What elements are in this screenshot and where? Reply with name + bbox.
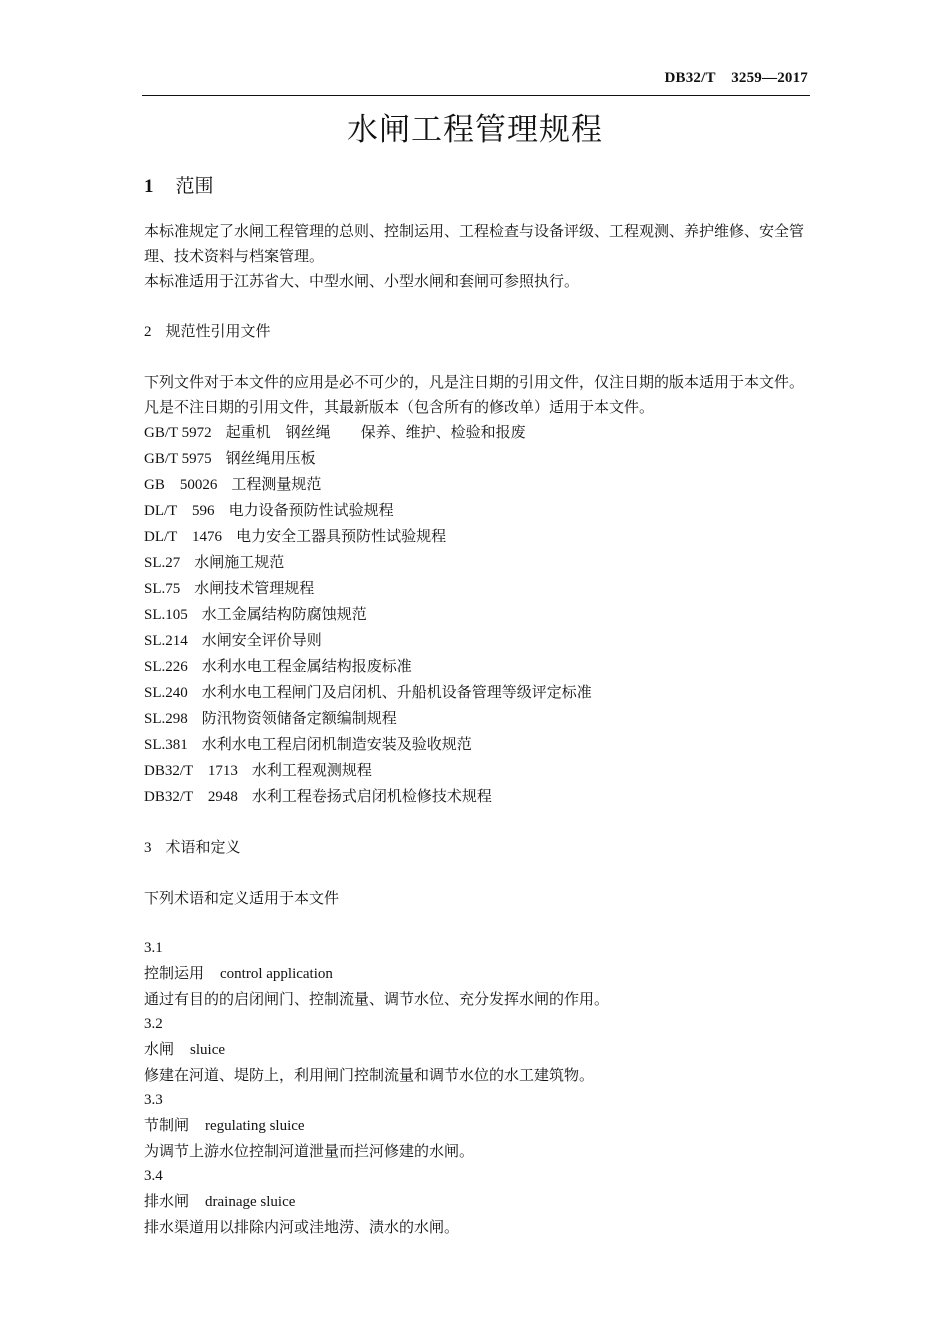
term-name (144, 961, 814, 987)
reference-code: DL/T 596 (144, 503, 215, 519)
term-definition: 修建在河道、堤防上，利用闸门控制流量和调节水位的水工建筑物。 (144, 1066, 595, 1084)
reference-title: 水闸技术管理规程 (194, 579, 315, 597)
reference-title: 水工金属结构防腐蚀规范 (201, 605, 367, 623)
reference-code: SL.298 (144, 711, 188, 727)
reference-item (144, 498, 814, 524)
term-number: 3.2 (144, 1016, 163, 1032)
term-english: control application (220, 966, 333, 982)
reference-item (144, 758, 814, 784)
reference-title: 水利工程卷扬式启闭机检修技术规程 (251, 787, 492, 805)
reference-code: SL.214 (144, 633, 188, 649)
section-number: 1 (144, 176, 154, 197)
term-english: sluice (190, 1042, 226, 1058)
reference-title: 防汛物资领储备定额编制规程 (201, 709, 397, 727)
reference-title: 水利水电工程闸门及启闭机、升船机设备管理等级评定标准 (201, 683, 592, 701)
term-chinese: 水闸 (144, 1040, 175, 1058)
term-english: regulating sluice (205, 1118, 305, 1134)
section-number: 2 (144, 324, 152, 340)
reference-item (144, 472, 814, 498)
term-list (144, 936, 814, 1240)
reference-title: 水闸安全评价导则 (201, 631, 322, 649)
reference-code: SL.226 (144, 659, 188, 675)
reference-code: GB 50026 (144, 477, 218, 493)
reference-title: 水利工程观测规程 (251, 761, 372, 779)
reference-title: 水利水电工程启闭机制造安装及验收规范 (201, 735, 472, 753)
term-chinese: 控制运用 (144, 964, 205, 982)
term-chinese: 节制闸 (144, 1116, 190, 1134)
term-definition: 为调节上游水位控制河道泄量而拦河修建的水闸。 (144, 1142, 475, 1160)
term-number: 3.1 (144, 940, 163, 956)
reference-code: SL.75 (144, 581, 181, 597)
term-name (144, 1037, 814, 1063)
reference-code: DL/T 1476 (144, 529, 223, 545)
document-code: DB32/T 3259—2017 (664, 70, 808, 86)
term-number: 3.3 (144, 1092, 163, 1108)
section-1-heading (144, 172, 814, 201)
reference-title: 钢丝绳用压板 (225, 449, 316, 467)
section-title: 规范性引用文件 (165, 322, 271, 340)
reference-item (144, 784, 814, 810)
term-definition: 排水渠道用以排除内河或洼地涝、渍水的水闸。 (144, 1218, 460, 1236)
reference-title: 电力安全工器具预防性试验规程 (236, 527, 447, 545)
reference-title: 水利水电工程金属结构报废标准 (201, 657, 412, 675)
reference-item (144, 602, 814, 628)
reference-item (144, 654, 814, 680)
reference-item (144, 732, 814, 758)
reference-code: DB32/T 1713 (144, 763, 238, 779)
reference-code: SL.105 (144, 607, 188, 623)
reference-title: 水闸施工规范 (194, 553, 285, 571)
section-2-heading (144, 319, 814, 345)
term-name (144, 1189, 814, 1215)
reference-code: GB/T 5972 (144, 425, 212, 441)
reference-code: DB32/T 2948 (144, 789, 238, 805)
reference-item (144, 524, 814, 550)
document-body (144, 172, 814, 1240)
paragraph: 下列术语和定义适用于本文件 (144, 889, 340, 907)
reference-title: 工程测量规范 (231, 475, 322, 493)
term-chinese: 排水闸 (144, 1192, 190, 1210)
term-name (144, 1113, 814, 1139)
reference-item (144, 576, 814, 602)
term-english: drainage sluice (205, 1194, 296, 1210)
paragraph: 本标准适用于江苏省大、中型水闸、小型水闸和套闸可参照执行。 (144, 272, 580, 290)
section-title: 范围 (175, 175, 214, 197)
section-title: 术语和定义 (165, 838, 241, 856)
paragraph: 下列文件对于本文件的应用是必不可少的，凡是注日期的引用文件，仅注日期的版本适用于本文件。凡是不注日期的引用文件，其最新版本（包含所有的修改单）适用于本文件。 (144, 373, 805, 416)
section-number: 3 (144, 840, 152, 856)
reference-title: 电力设备预防性试验规程 (228, 501, 394, 519)
reference-list (144, 420, 814, 810)
reference-code: SL.27 (144, 555, 181, 571)
reference-item (144, 446, 814, 472)
reference-code: GB/T 5975 (144, 451, 212, 467)
reference-item (144, 706, 814, 732)
term-number: 3.4 (144, 1168, 163, 1184)
header-divider (142, 95, 810, 96)
section-3-heading (144, 835, 814, 861)
reference-item (144, 420, 814, 446)
reference-item (144, 680, 814, 706)
reference-code: SL.381 (144, 737, 188, 753)
paragraph: 本标准规定了水闸工程管理的总则、控制运用、工程检查与设备评级、工程观测、养护维修、安全管理、技术资料与档案管理。 (144, 222, 805, 265)
reference-item (144, 550, 814, 576)
term-definition: 通过有目的的启闭闸门、控制流量、调节水位、充分发挥水闸的作用。 (144, 990, 610, 1008)
document-title: 水闸工程管理规程 (347, 112, 603, 148)
reference-code: SL.240 (144, 685, 188, 701)
reference-title: 起重机 钢丝绳 保养、维护、检验和报废 (225, 423, 526, 441)
reference-item (144, 628, 814, 654)
